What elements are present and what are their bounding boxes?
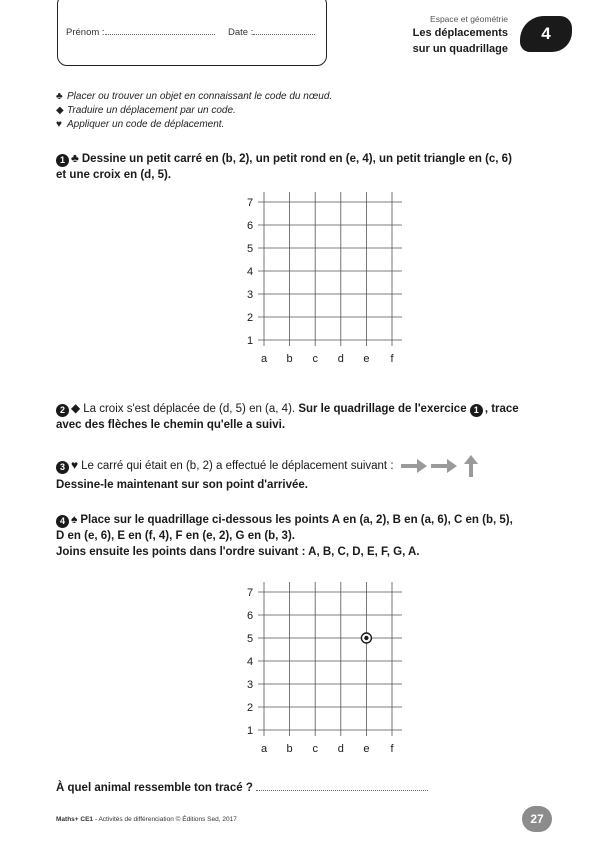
heart-icon: ♥ bbox=[71, 458, 79, 473]
chapter-heading bbox=[413, 14, 508, 56]
grid-row-label: 5 bbox=[246, 243, 254, 255]
arrow-right-icon bbox=[431, 459, 457, 473]
date-field[interactable] bbox=[228, 25, 315, 38]
grid-col-label: f bbox=[390, 743, 394, 755]
footer-brand: Maths+ CE1 bbox=[56, 816, 94, 823]
exercise-number: 3 bbox=[56, 461, 69, 474]
grid-col-label: a bbox=[260, 353, 268, 365]
grid-2[interactable] bbox=[232, 580, 422, 760]
club-icon: ♣ bbox=[71, 151, 79, 165]
movement-arrows bbox=[401, 455, 485, 477]
final-question: À quel animal ressemble ton tracé ? bbox=[56, 780, 428, 794]
exercise-1: 1 ♣ Dessine un petit carré en (b, 2), un petit rond en (e, 4), un petit triangle en (c, 6) et une croix en (d, 5). bbox=[56, 151, 512, 181]
grid-row-label: 1 bbox=[246, 335, 254, 347]
grid-col-label: e bbox=[363, 743, 370, 755]
spade-icon: ♠ bbox=[71, 512, 78, 526]
exercise-number: 4 bbox=[56, 515, 69, 528]
prenom-field[interactable] bbox=[66, 25, 215, 38]
diamond-icon: ◆ bbox=[56, 105, 64, 116]
objective-item: ♣ Placer ou trouver un objet en connaissant le code du nœud. bbox=[56, 91, 333, 102]
grid-row-label: 1 bbox=[246, 725, 254, 737]
exercise-number: 1 bbox=[56, 154, 69, 167]
grid-col-label: c bbox=[312, 743, 318, 755]
grid-col-label: b bbox=[286, 743, 293, 755]
grid-start-marker-dot bbox=[364, 636, 368, 640]
chapter-title-line1: Les déplacements bbox=[412, 27, 508, 39]
objectives-list bbox=[56, 90, 332, 132]
objective-item: ◆ Traduire un déplacement par un code. bbox=[56, 105, 236, 116]
heart-icon: ♥ bbox=[56, 119, 62, 130]
grid-1[interactable] bbox=[232, 190, 422, 370]
grid-row-label: 4 bbox=[246, 266, 254, 278]
grid-row-label: 5 bbox=[246, 633, 254, 645]
footer bbox=[56, 816, 237, 823]
arrow-right-icon bbox=[401, 459, 427, 473]
grid-col-label: f bbox=[390, 353, 394, 365]
prenom-label: Prénom : bbox=[66, 27, 105, 38]
name-date-box bbox=[57, 0, 327, 66]
footer-text: - Activités de différenciation © Éditions Sed, 2017 bbox=[93, 816, 237, 823]
objective-item: ♥ Appliquer un code de déplacement. bbox=[56, 119, 225, 130]
club-icon: ♣ bbox=[56, 91, 63, 102]
grid-row-label: 2 bbox=[246, 702, 254, 714]
grid-row-label: 6 bbox=[246, 220, 254, 232]
exercise-4: 4 ♠ Place sur le quadrillage ci-dessous les points A en (a, 2), B en (a, 6), C en (b, 5), D en (e, 6), E en (f, 4), F en (e, 2), G en (b, 3). Joins ensuite les points dans l'ordre suivant : A, B, C, D, E, F, G, A. bbox=[56, 512, 513, 558]
grid-col-label: b bbox=[286, 353, 293, 365]
grid-row-label: 2 bbox=[246, 312, 254, 324]
answer-line[interactable] bbox=[256, 780, 428, 791]
grid-col-label: d bbox=[337, 353, 344, 365]
domain-label: Espace et géométrie bbox=[430, 14, 508, 24]
chapter-title-line2: sur un quadrillage bbox=[412, 43, 508, 55]
grid-col-label: e bbox=[363, 353, 370, 365]
grid-row-label: 3 bbox=[246, 679, 254, 691]
grid-row-label: 3 bbox=[246, 289, 254, 301]
exercise-2: 2 ◆ La croix s'est déplacée de (d, 5) en (a, 4). Sur le quadrillage de l'exercice 1 , trace avec des flèches le chemin qu'elle a suivi. bbox=[56, 401, 519, 431]
grid-col-label: d bbox=[337, 743, 344, 755]
grid-row-label: 7 bbox=[246, 197, 254, 209]
grid-row-label: 6 bbox=[246, 610, 254, 622]
arrow-up-icon bbox=[464, 455, 478, 477]
grid-col-label: c bbox=[312, 353, 318, 365]
exercise-number: 2 bbox=[56, 404, 69, 417]
unit-number-badge: 4 bbox=[520, 16, 572, 52]
page-number: 27 bbox=[522, 806, 552, 832]
exercise-ref-number: 1 bbox=[470, 404, 483, 417]
date-label: Date : bbox=[228, 27, 254, 38]
exercise-3: 3 ♥ Le carré qui était en (b, 2) a effectué le déplacement suivant : Dessine-le maintenant sur son point d'arrivée. bbox=[56, 455, 556, 493]
grid-row-label: 4 bbox=[246, 656, 254, 668]
grid-row-label: 7 bbox=[246, 587, 254, 599]
diamond-icon: ◆ bbox=[71, 401, 81, 415]
grid-col-label: a bbox=[260, 743, 268, 755]
